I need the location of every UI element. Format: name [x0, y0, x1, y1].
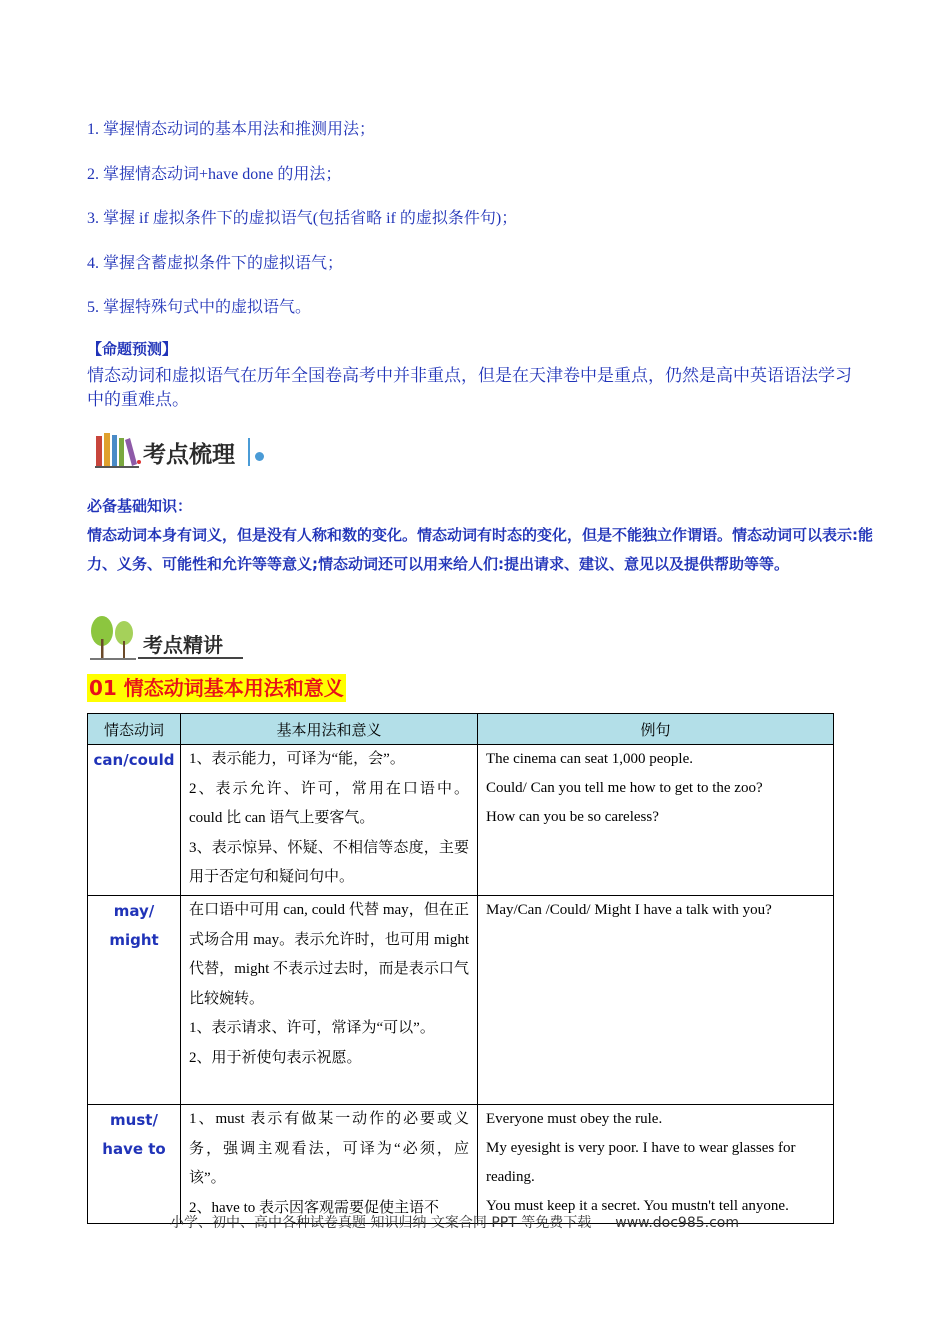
verb-cell — [88, 745, 181, 896]
usage-line: 2、have to 表示因客观需要促使主语不 — [189, 1199, 439, 1216]
usage-cell — [181, 745, 478, 896]
table-row — [88, 745, 834, 896]
goal-3: 3. 掌握 if 虚拟条件下的虚拟语气(包括省略 if 的虚拟条件句)； — [87, 210, 518, 227]
example-cell — [478, 1105, 834, 1224]
example-cell — [478, 896, 834, 1105]
trees-icon — [88, 615, 138, 661]
example-line: How can you be so careless? — [486, 809, 659, 825]
example-line: The cinema can seat 1,000 people. — [486, 751, 693, 767]
example-cell — [478, 745, 834, 896]
goal-4: 4. 掌握含蓄虚拟条件下的虚拟语气； — [87, 255, 344, 272]
table-row — [88, 896, 834, 1105]
banner1-text: 考点梳理 — [143, 442, 235, 468]
basic-knowledge — [87, 492, 877, 579]
usage-line: 1、表示能力，可译为“能，会”。 — [189, 751, 405, 767]
basic-title: 必备基础知识： — [87, 497, 193, 515]
prediction-header: 【命题预测】 — [87, 340, 178, 358]
footer-text: 小学、初中、高中各种试卷真题 知识归纳 文案合同 PPT 等免费下载 — [170, 1215, 592, 1231]
verb-text: must/ — [110, 1111, 158, 1129]
table-header-cell: 例句 — [478, 714, 834, 745]
example-line: Could/ Can you tell me how to get to the zoo? — [486, 780, 763, 796]
banner1-dot — [255, 452, 264, 461]
usage-cell — [181, 896, 478, 1105]
table-header-row — [88, 714, 834, 745]
verb-text: have to — [102, 1140, 166, 1158]
usage-line: 3、表示惊异、怀疑、不相信等态度，主要用于否定句和疑问句中。 — [189, 839, 469, 885]
banner-kaodian-jingjiang — [88, 615, 258, 663]
table-header-cell: 基本用法和意义 — [181, 714, 478, 745]
verb-text: might — [109, 931, 159, 949]
table-row — [88, 1105, 834, 1224]
banner-kaodian-shuli — [95, 428, 275, 472]
example-line: My eyesight is very poor. I have to wear glasses for reading. — [486, 1140, 796, 1185]
page-footer — [170, 1212, 739, 1232]
table-header-cell: 情态动词 — [88, 714, 181, 745]
goal-2: 2. 掌握情态动词+have done 的用法； — [87, 166, 342, 183]
footer-url: www.doc985.com — [615, 1215, 739, 1231]
books-icon — [95, 430, 141, 470]
usage-line: 2、用于祈使句表示祝愿。 — [189, 1049, 362, 1066]
usage-cell — [181, 1105, 478, 1224]
modal-verbs-table — [87, 713, 834, 1224]
section-title: 01 情态动词基本用法和意义 — [89, 676, 344, 700]
example-line: May/Can /Could/ Might I have a talk with you? — [486, 902, 772, 918]
banner2-text: 考点精讲 — [143, 633, 223, 657]
verb-text: can/could — [93, 751, 175, 769]
usage-line: 在口语中可用 can, could 代替 may，但在正式场合用 may。表示允许时，也可用 might 代替，might 不表示过去时，而是表示口气比较婉转。 — [189, 902, 469, 1007]
goal-1: 1. 掌握情态动词的基本用法和推测用法； — [87, 121, 376, 138]
example-line: You must keep it a secret. You mustn't tell anyone. — [486, 1198, 789, 1214]
prediction-text: 情态动词和虚拟语气在历年全国卷高考中并非重点，但是在天津卷中是重点，仍然是高中英语语法学习中的重难点。 — [87, 366, 852, 409]
verb-text: may/ — [113, 902, 155, 920]
banner2-underline — [138, 657, 243, 659]
usage-line: 1、表示请求、许可，常译为“可以”。 — [189, 1020, 435, 1036]
goal-5: 5. 掌握特殊句式中的虚拟语气。 — [87, 299, 312, 316]
example-line: Everyone must obey the rule. — [486, 1111, 663, 1127]
usage-line: 1、must 表示有做某一动作的必要或义务，强调主观看法，可译为“必须，应该”。 — [189, 1111, 469, 1186]
basic-text: 情态动词本身有词义，但是没有人称和数的变化。情态动词有时态的变化，但是不能独立作谓语。情态动词可以表示:能力、义务、可能性和允许等等意义;情态动词还可以用来给人们:提出请求、建议、意见以及提供帮助等等。 — [87, 526, 874, 573]
verb-cell — [88, 1105, 181, 1224]
verb-cell — [88, 896, 181, 1105]
banner1-bar — [248, 438, 250, 466]
usage-line: 2、表示允许、许可，常用在口语中。could 比 can 语气上要客气。 — [189, 780, 469, 826]
